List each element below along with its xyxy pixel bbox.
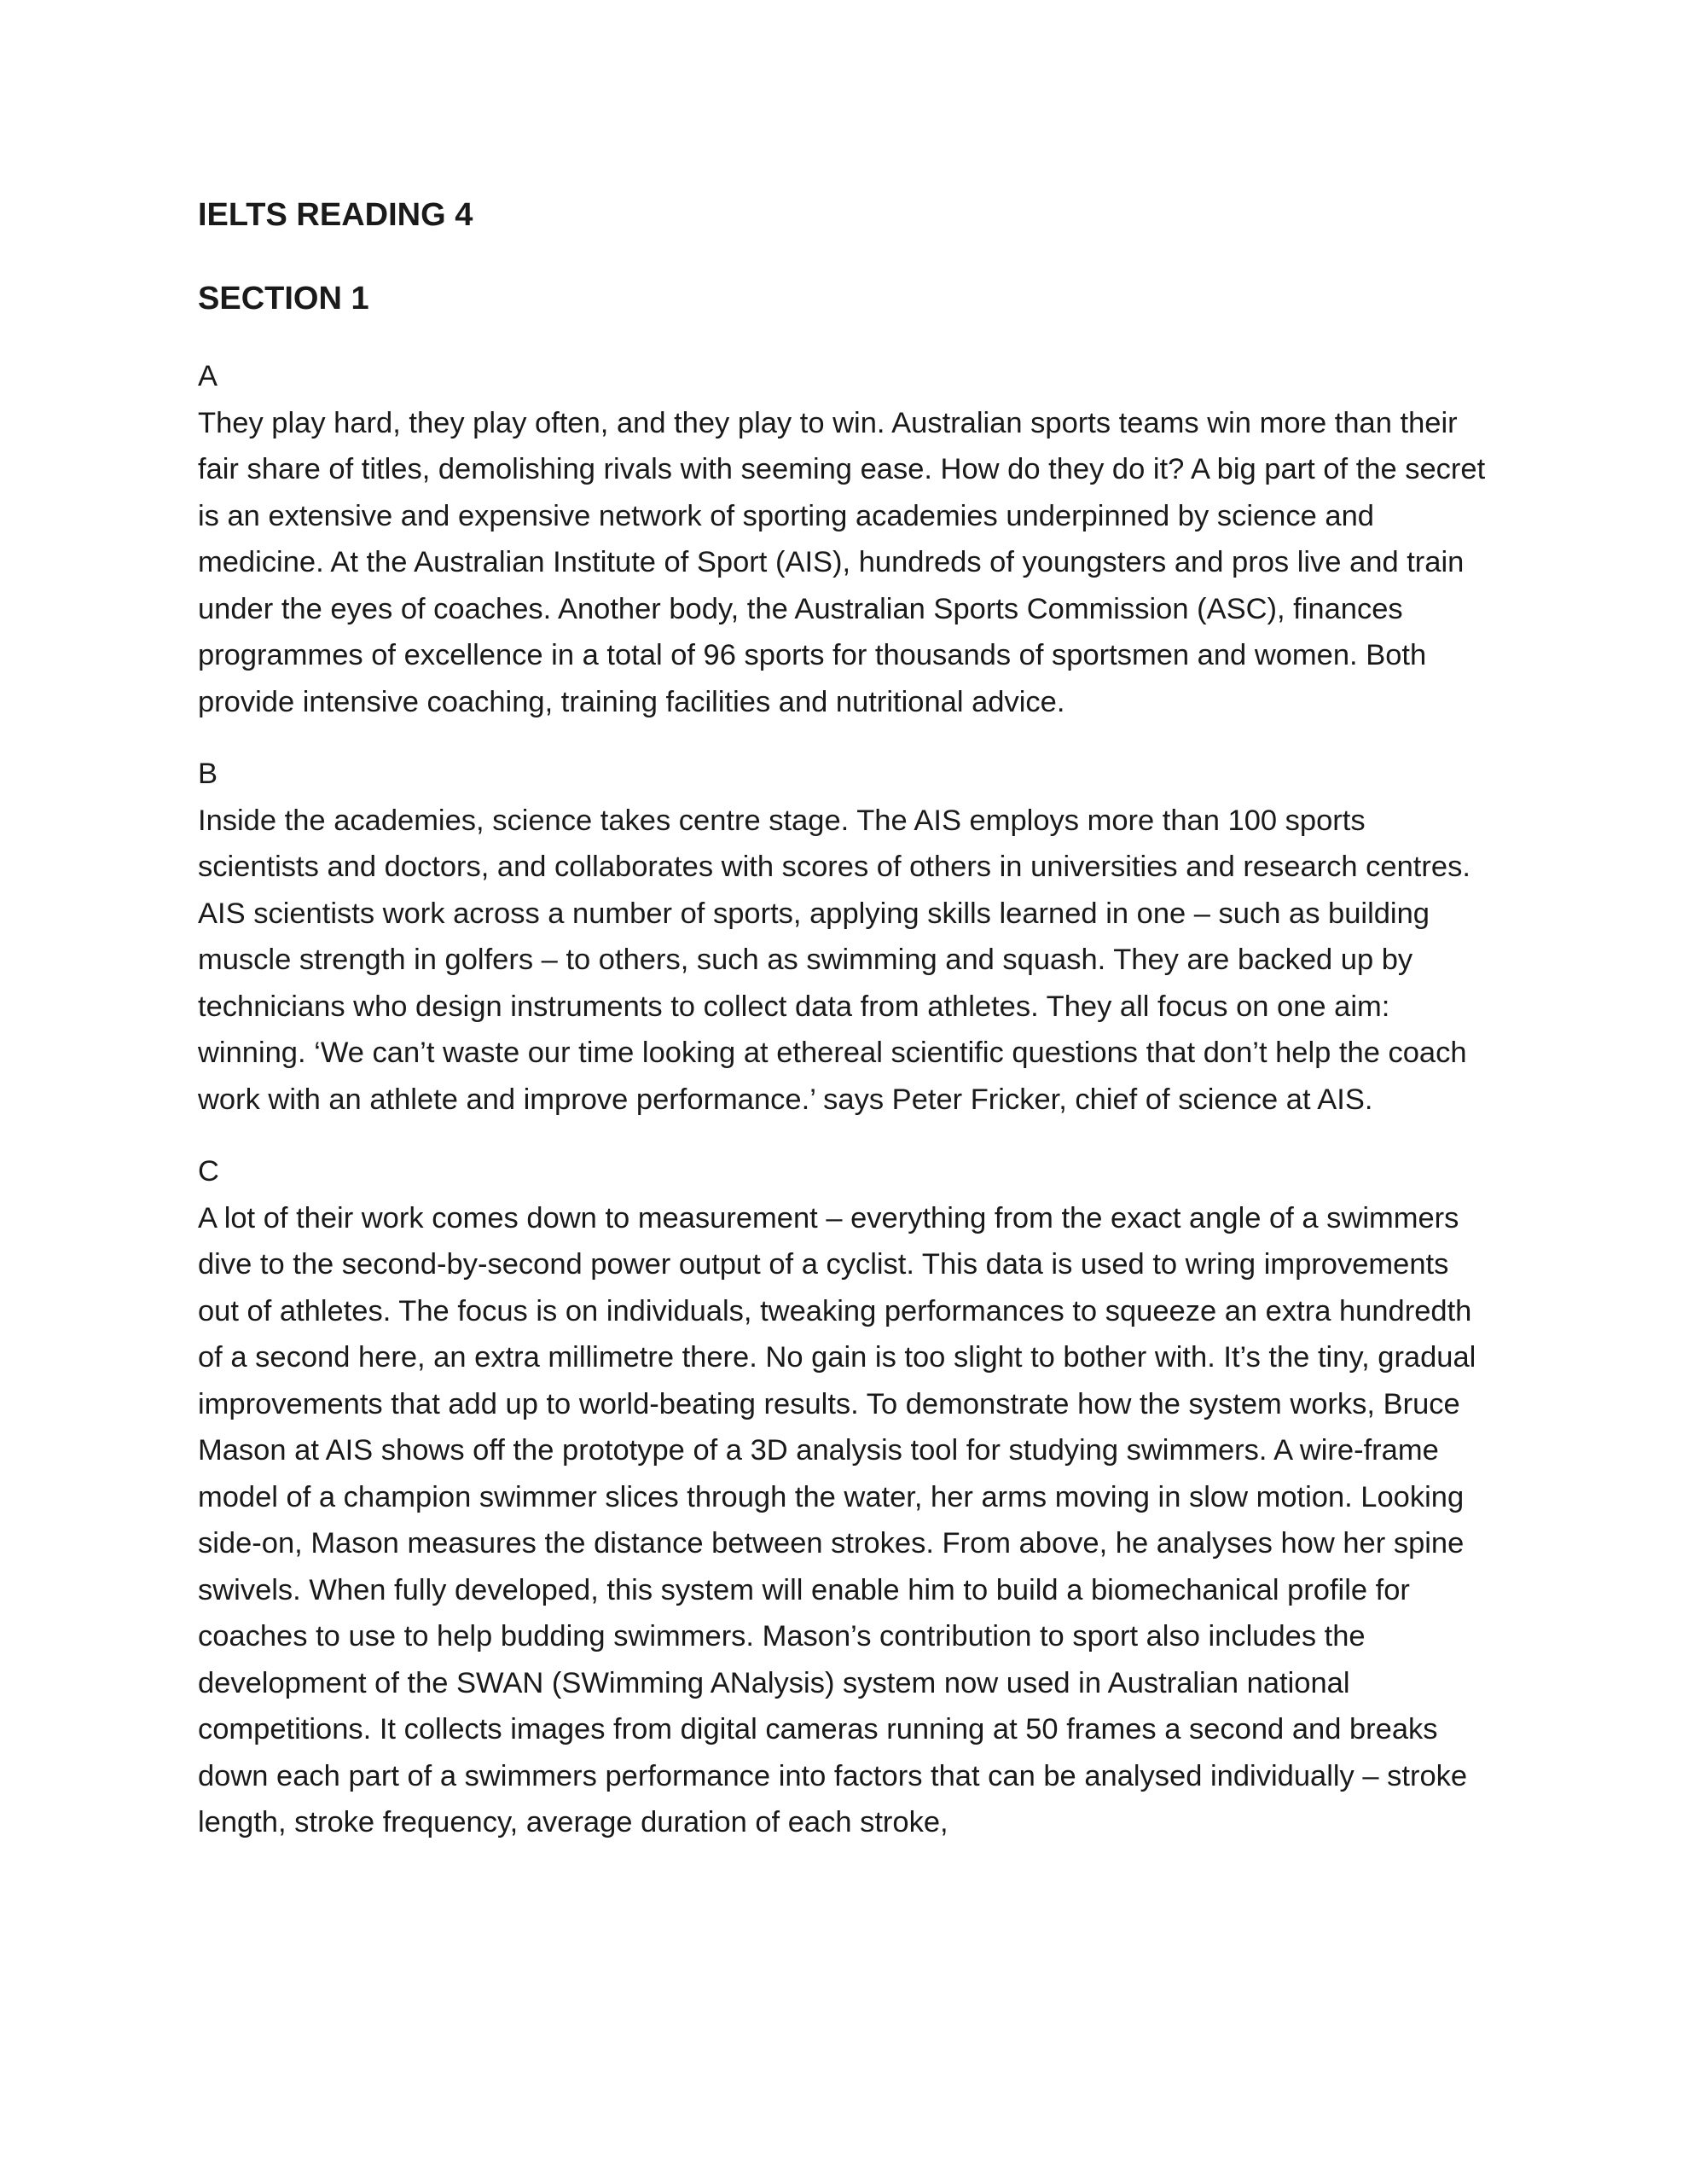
document-page bbox=[198, 195, 1494, 1872]
paragraph-c bbox=[198, 1148, 1494, 1846]
paragraph-letter: B bbox=[198, 758, 218, 790]
paragraph-text: A lot of their work comes down to measurement – everything from the exact angle of a swimmers dive to the second-by-second power output of a cyclist. This data is used to wring improvements out of athletes. The focus is on individuals, tweaking performances to squeeze an extra hundredth of a second here, an extra millimetre there. No gain is too slight to bother with. It’s the tiny, gradual improvements that add up to world-beating results. To demonstrate how the system works, Bruce Mason at AIS shows off the prototype of a 3D analysis tool for studying swimmers. A wire-frame model of a champion swimmer slices through the water, her arms moving in slow motion. Looking side-on, Mason measures the distance between strokes. From above, he analyses how her spine swivels. When fully developed, this system will enable him to build a biomechanical profile for coaches to use to help budding swimmers. Mason’s contribution to sport also includes the development of the SWAN (SWimming ANalysis) system now used in Australian national competitions. It collects images from digital cameras running at 50 frames a second and breaks down each part of a swimmers performance into factors that can be analysed individually – stroke length, stroke frequency, average duration of each stroke, bbox=[198, 1201, 1476, 1838]
paragraph-letter: C bbox=[198, 1155, 219, 1188]
paragraph-b bbox=[198, 751, 1494, 1123]
document-title: IELTS READING 4 bbox=[198, 197, 473, 233]
paragraph-text: They play hard, they play often, and they play to win. Australian sports teams win more than their fair share of titles, demolishing rivals with seeming ease. How do they do it? A big part of the secret is an extensive and expensive network of sporting academies underpinned by science and medicine. At the Australian Institute of Sport (AIS), hundreds of youngsters and pros live and train under the eyes of coaches. Another body, the Australian Sports Commission (ASC), finances programmes of excellence in a total of 96 sports for thousands of sportsmen and women. Both provide intensive coaching, training facilities and nutritional advice. bbox=[198, 406, 1486, 718]
paragraph-a bbox=[198, 353, 1494, 725]
section-title: SECTION 1 bbox=[198, 281, 369, 317]
paragraph-letter: A bbox=[198, 360, 218, 392]
paragraph-text: Inside the academies, science takes centre stage. The AIS employs more than 100 sports scientists and doctors, and collaborates with scores of others in universities and research centres. AIS scientists work across a number of sports, applying skills learned in one – such as building muscle strength in golfers – to others, such as swimming and squash. They are backed up by technicians who design instruments to collect data from athletes. They all focus on one aim: winning. ‘We can’t waste our time looking at ethereal scientific questions that don’t help the coach work with an athlete and improve performance.’ says Peter Fricker, chief of science at AIS. bbox=[198, 804, 1470, 1116]
